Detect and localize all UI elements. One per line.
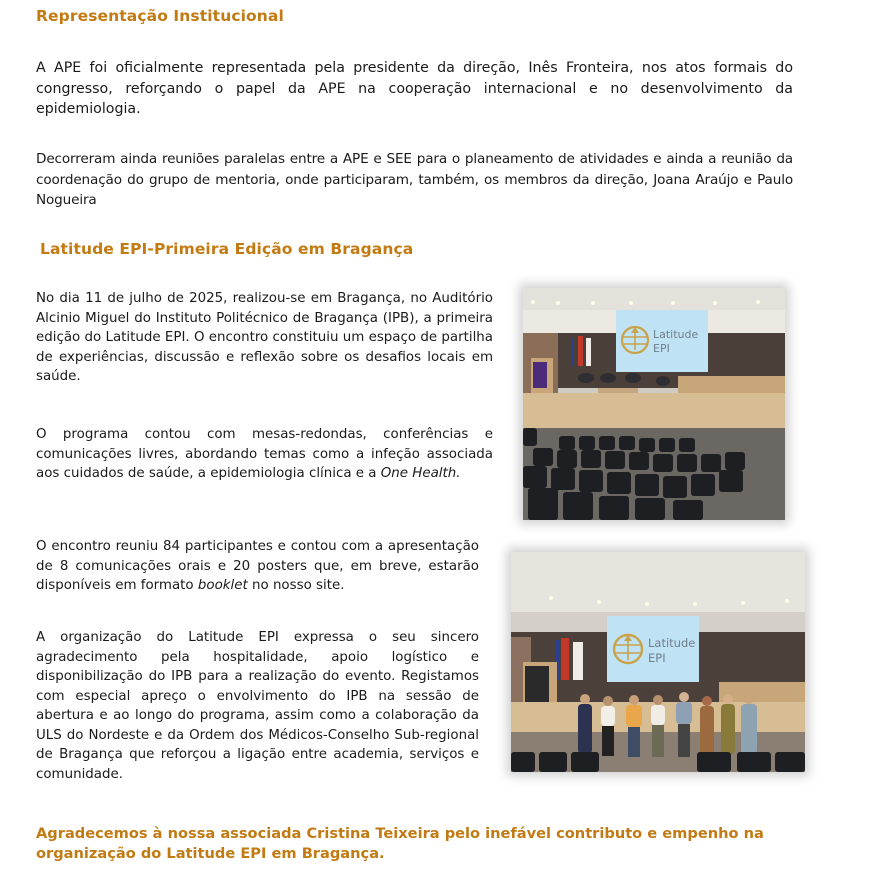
- logo-text-line2: EPI: [648, 651, 666, 665]
- section-heading-representacao: Representação Institucional: [36, 7, 284, 25]
- group-photo: [511, 552, 805, 772]
- section-heading-latitude-epi: Latitude EPI-Primeira Edição em Bragança: [40, 240, 414, 258]
- logo-text-line1: Latitude: [653, 328, 699, 341]
- paragraph-parallel-meetings: Decorreram ainda reuniões paralelas entre a APE e SEE para o planeamento de atividades e ainda a reunião da coordenação do grupo de mentoria, onde participaram, também, os membros da direção, Joana Araújo e Paulo Nogueira: [36, 151, 793, 208]
- closing-thanks: Agradecemos à nossa associada Cristina Teixeira pelo inefável contributo e empenho na organização do Latitude EPI em Bragança.: [36, 825, 764, 862]
- auditorium-photo: [523, 288, 785, 520]
- program-text: O programa contou com mesas-redondas, conferências e comunicações livres, abordando temas como a infeção associada aos cuidados de saúde, a epidemiologia clínica e a: [36, 427, 493, 481]
- paragraph-acknowledgement: A organização do Latitude EPI expressa o seu sincero agradecimento pela hospitalidade, apoio logístico e disponibilização do IPB para a realização do evento. Registamos com especial apreço o envolvimento do IPB na sessão de abertura e ao longo do programa, assim como a colaboração da ULS do Nordeste e da Ordem dos Médicos-Conselho Sub-regional de Bragança que reforçou a ligação entre academia, serviços e comunidade.: [36, 630, 479, 782]
- paragraph-representation: A APE foi oficialmente representada pela presidente da direção, Inês Fronteira, nos atos formais do congresso, reforçando o papel da APE na cooperação internacional e no desenvolvimento da epidemiologia.: [36, 60, 793, 117]
- logo-text-line2: EPI: [653, 342, 670, 355]
- paragraph-participants: [36, 537, 479, 596]
- logo-text-line1: Latitude: [648, 636, 696, 650]
- paragraph-program: [36, 425, 493, 484]
- booklet-term: booklet: [197, 578, 248, 593]
- projection-screen: [616, 310, 708, 372]
- participants-text-end: no nosso site.: [247, 578, 345, 593]
- group-illustration: [511, 552, 805, 772]
- one-health-term: One Health.: [380, 466, 461, 481]
- paragraph-event-intro: No dia 11 de julho de 2025, realizou-se em Bragança, no Auditório Alcinio Miguel do Instituto Politécnico de Bragança (IPB), a primeira edição do Latitude EPI. O encontro constituiu um espaço de partilha de experiências, discussão e reflexão sobre os desafios locais em saúde.: [36, 291, 493, 384]
- auditorium-illustration: [523, 288, 785, 520]
- participants-text: O encontro reuniu 84 participantes e contou com a apresentação de 8 comunicações orais e 20 posters que, em breve, estarão disponíveis em formato: [36, 539, 479, 593]
